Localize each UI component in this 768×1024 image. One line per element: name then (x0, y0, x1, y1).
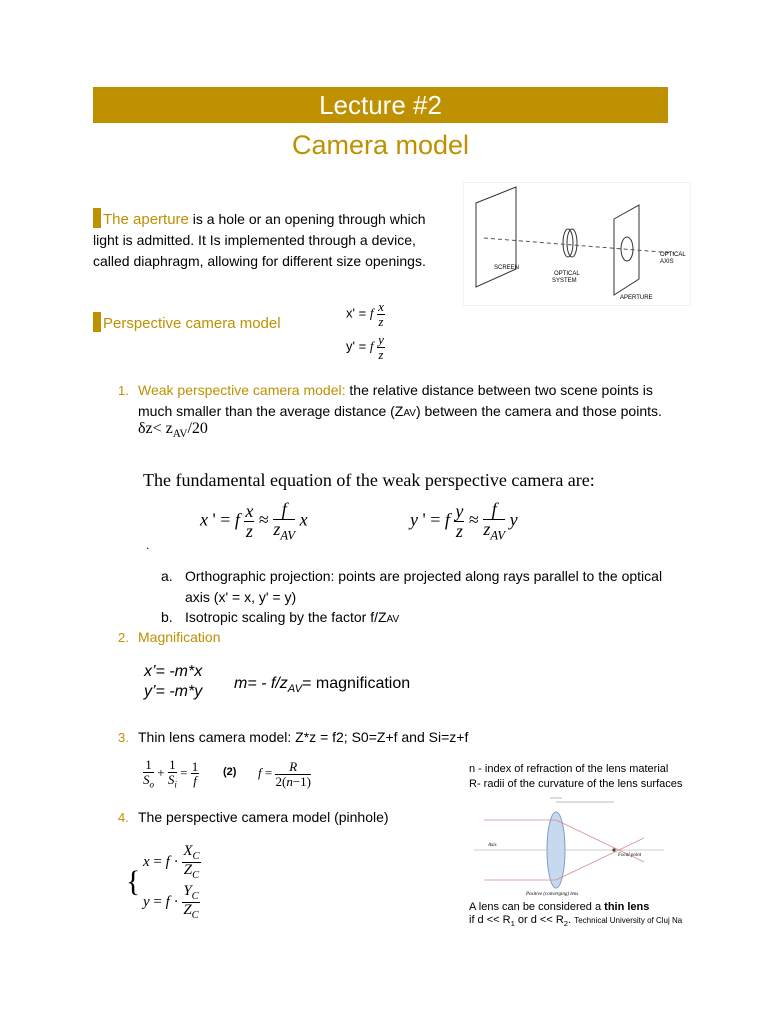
orthographic-projection-item: Orthographic projection: points are projected along rays parallel to the optical axis (x' = x, y' = y) (185, 568, 663, 605)
thin-lens-svg (474, 792, 664, 900)
fundamental-equation-heading: The fundamental equation of the weak perspective camera are: (143, 470, 595, 490)
screen-label: SCREEN (494, 265, 520, 271)
equation-number: (2) (223, 766, 237, 778)
lens-n-definition: n - index of refraction of the lens material (469, 763, 669, 775)
section-marker (93, 208, 101, 228)
pinhole-item: The perspective camera model (pinhole) (138, 809, 389, 825)
weak-perspective-condition: $\delta z< z_{AV}/20$ (138, 420, 208, 441)
lens-maker-equation: f = $\frac{R}{2(n-1)}$ (258, 759, 311, 789)
aperture-diagram (463, 182, 691, 306)
thin-lens-condition: A lens can be considered a thin lens if $d << R_1$ or $d << R_2$. Technical University of Cluj Na (469, 901, 683, 929)
magnification-equations: x’= -m*x y’= -m*y (144, 663, 203, 700)
axis-label: Axis (488, 843, 497, 848)
focal-point-label: Focal point (618, 853, 642, 858)
perspective-heading: Perspective camera model (93, 312, 281, 332)
magnification-title: Magnification (138, 629, 221, 645)
aperture-text: is a hole or an opening through which light is admitted. It Is implemented through a device, called diaphragm, allowing for different size openings. (93, 211, 426, 269)
perspective-formula-x: x' = f $\frac{x}{z}$ (346, 299, 384, 329)
sub-item-label: b. (161, 609, 173, 625)
aperture-paragraph (93, 208, 453, 272)
lecture-title-banner (93, 87, 668, 123)
aperture-term: The aperture (103, 211, 189, 228)
aperture-label: APERTURE (620, 295, 653, 301)
optical-axis-line (484, 238, 674, 253)
thin-lens-item: Thin lens camera model: Z*z = f2; S0=Z+f and Si=z+f (138, 729, 469, 745)
lens-caption: Positive (converging) lens (526, 892, 579, 897)
weak-perspective-title: Weak perspective camera model: (138, 382, 346, 398)
thin-lens-diagram (474, 792, 664, 900)
list-number: 2. (118, 630, 129, 645)
magnification-definition: $m= - f/z_{AV}=$ magnification (234, 675, 411, 696)
aperture-diagram-svg (464, 183, 690, 305)
section-marker (93, 312, 101, 332)
weak-perspective-equation-y: y ' = f $\frac{y}{z}$ ≈ $\frac{f}{z_{AV}}$ y (410, 499, 518, 543)
isotropic-scaling-item: Isotropic scaling by the factor f/ZAV (185, 609, 400, 625)
screen-plane (476, 187, 516, 287)
optical-axis-label: OPTICAL AXIS (660, 252, 686, 265)
weak-perspective-equation-x: x ' = f $\frac{x}{z}$ ≈ $\frac{f}{z_{AV}}$ x (200, 499, 308, 543)
page-subtitle: Camera model (291, 130, 470, 160)
perspective-formula-y: y' = f $\frac{y}{z}$ (346, 332, 384, 362)
list-number: 3. (118, 730, 129, 745)
pinhole-equations: x = f · $\frac{X_C}{Z_C}$ y = f · $\frac{Y_C}{Z_C}$ (143, 843, 200, 922)
lens-r-definition: R- radii of the curvature of the lens surfaces (469, 778, 683, 790)
optical-system-label: OPTICAL SYSTEM (552, 271, 580, 284)
lecture-title: Lecture #2 (319, 90, 442, 120)
lens-definitions (469, 762, 699, 792)
weak-perspective-item: Weak perspective camera model: the relative distance between two scene points is much smaller than the average distance (ZAV) between the camera and those points. $\delta z< z_{AV}/20$ (138, 382, 662, 441)
thin-lens-equation: $\frac{1}{S_o}$ + $\frac{1}{S_i}$ = $\frac{1}{f}$ (143, 757, 199, 790)
aperture-plane (614, 205, 639, 295)
list-number: 1. (118, 383, 129, 398)
sub-item-label: a. (161, 568, 173, 584)
source-credit: Technical University of Cluj Na (574, 916, 683, 925)
list-number: 4. (118, 810, 129, 825)
